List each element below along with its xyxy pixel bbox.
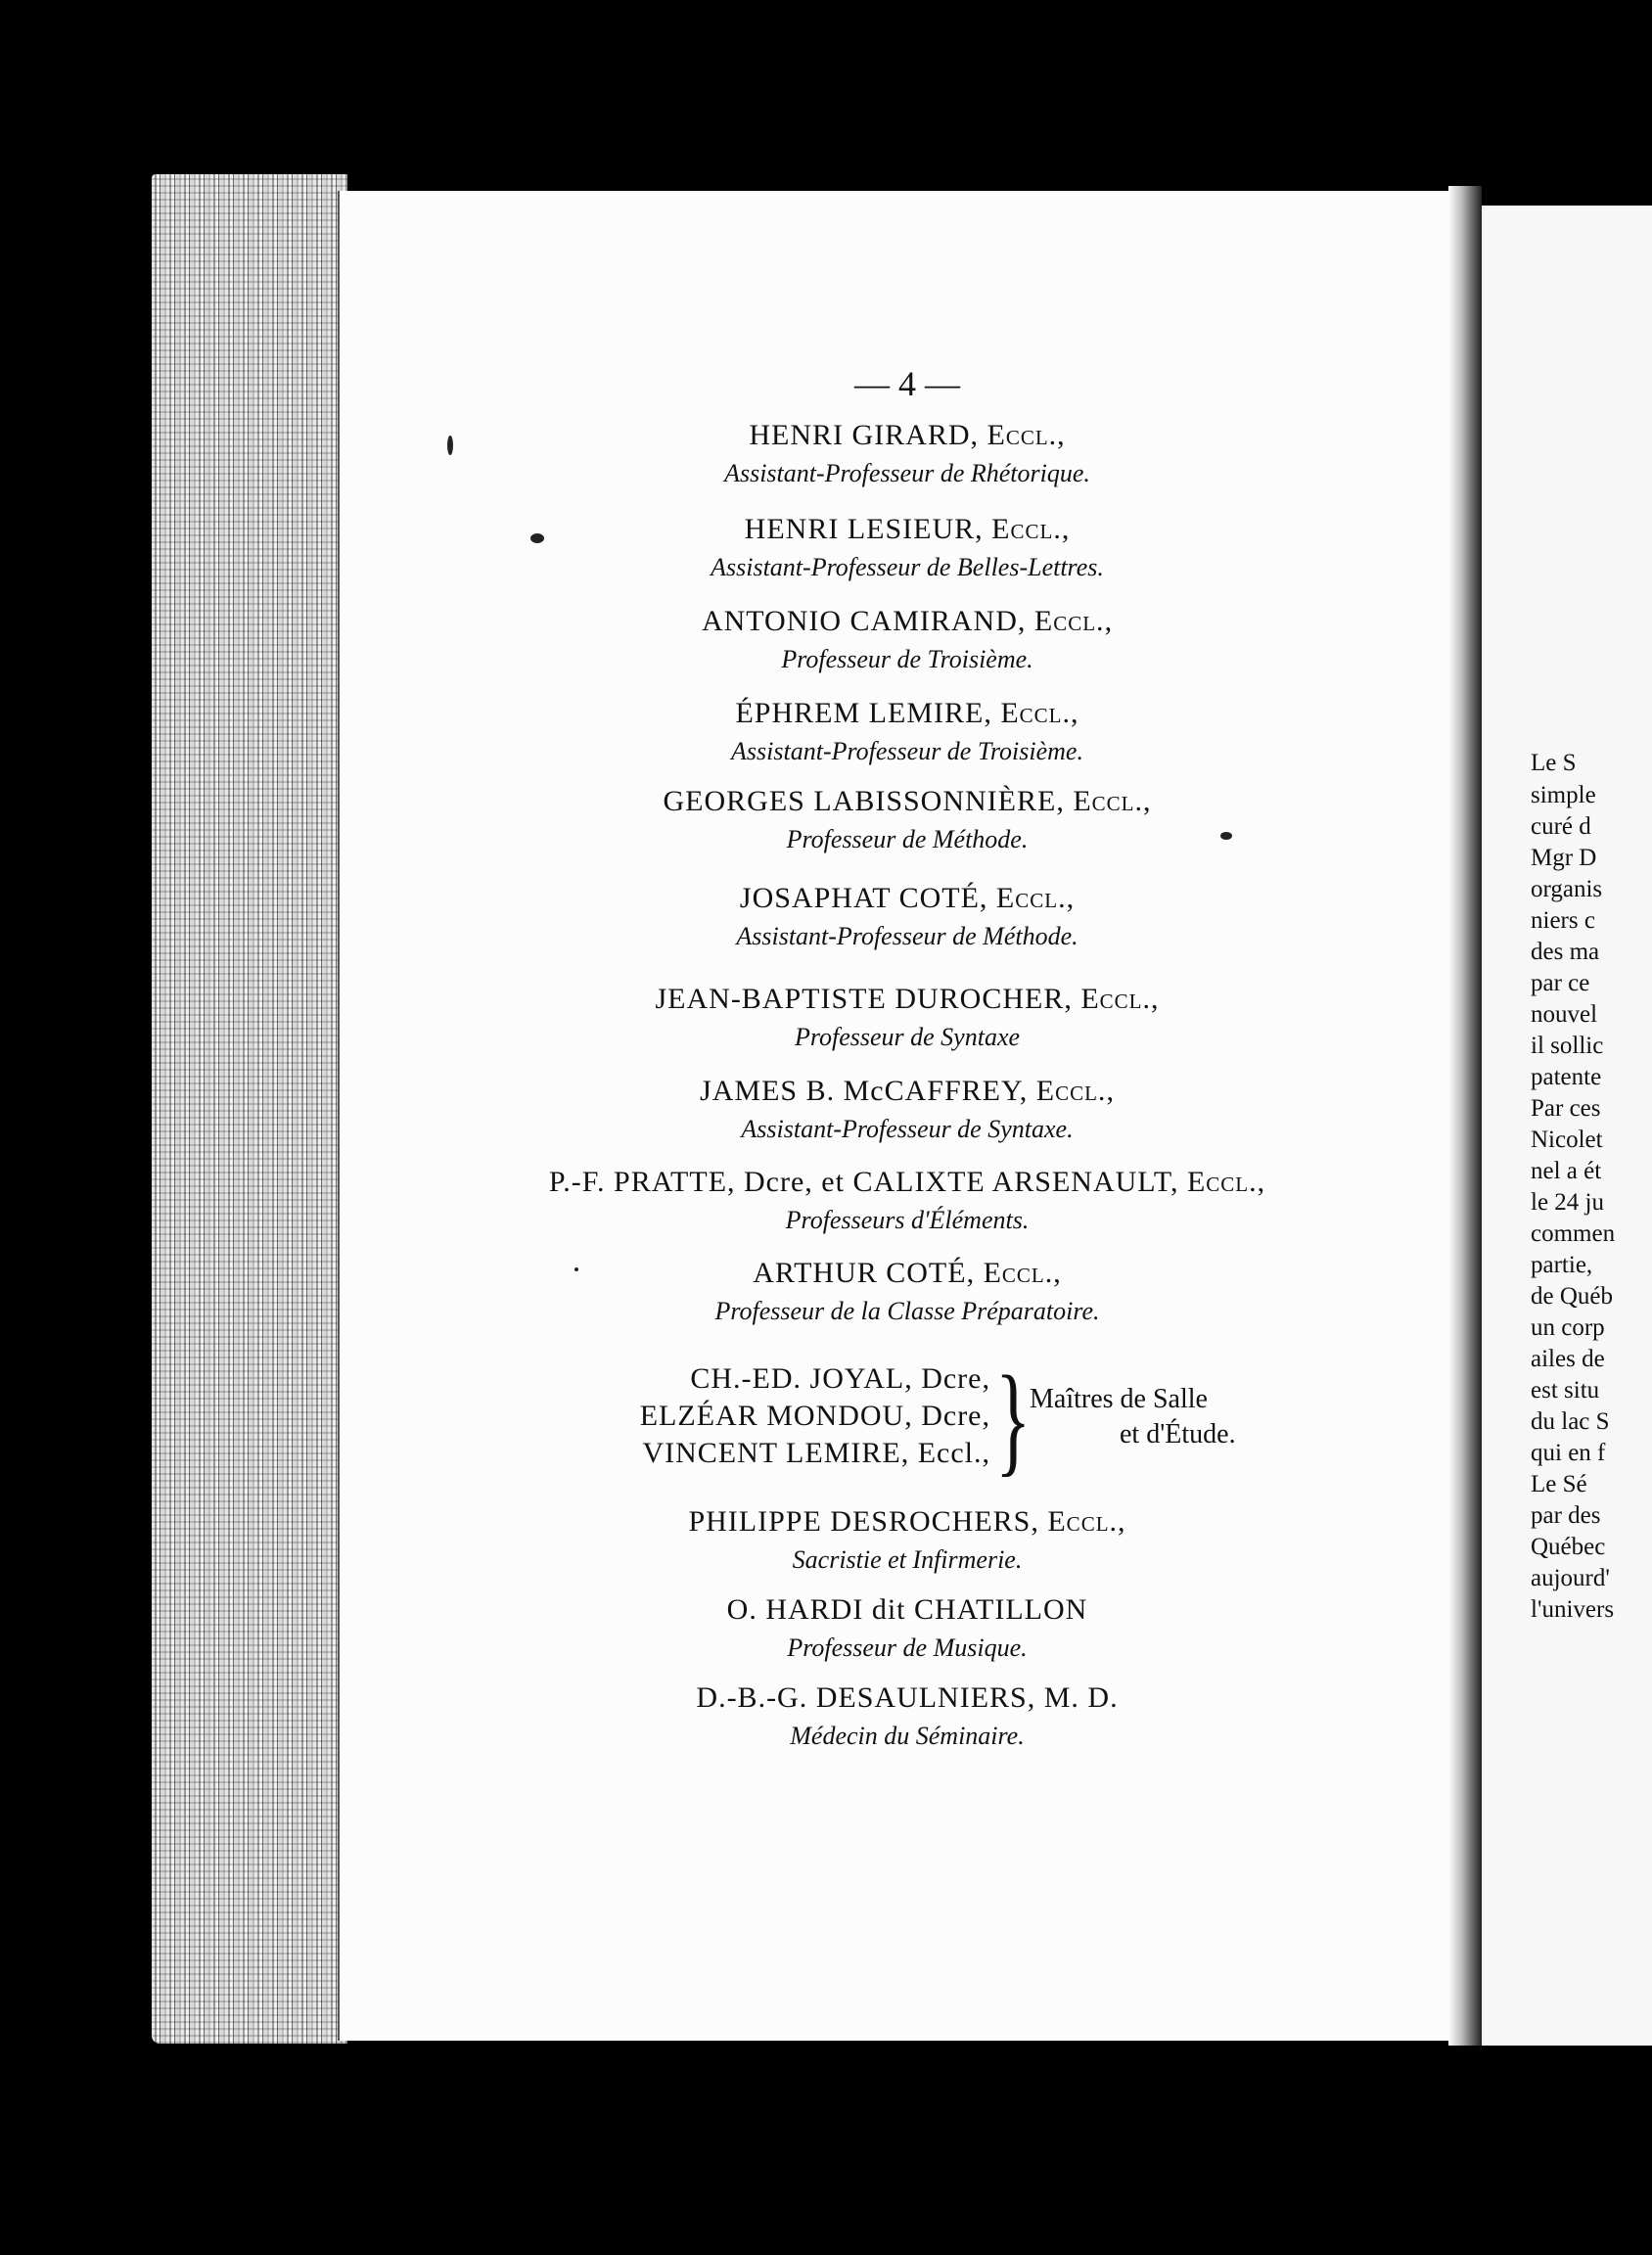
group-entry	[609, 1352, 1294, 1488]
staff-role: Professeurs d'Éléments.	[785, 1206, 1030, 1234]
page-number: — 4 —	[854, 364, 960, 403]
text-line: nel a ét	[1531, 1158, 1602, 1184]
text-line: Le S	[1531, 750, 1577, 776]
text-line: organis	[1531, 876, 1603, 902]
text-line: simple	[1531, 782, 1596, 808]
ink-speck	[447, 436, 453, 455]
staff-name: JAMES B. McCAFFREY, Eccl.,	[700, 1075, 1115, 1107]
staff-role: Professeur de Syntaxe	[794, 1023, 1021, 1051]
staff-name: PHILIPPE DESROCHERS, Eccl.,	[688, 1505, 1126, 1538]
text-line: des ma	[1531, 939, 1600, 965]
staff-name: ANTONIO CAMIRAND, Eccl.,	[701, 605, 1114, 637]
staff-name: JOSAPHAT COTÉ, Eccl.,	[739, 882, 1076, 914]
staff-name: D.-B.-G. DESAULNIERS, M. D.	[696, 1681, 1119, 1714]
staff-name: O. HARDI dit CHATILLON	[726, 1593, 1088, 1626]
text-line: patente	[1531, 1064, 1602, 1090]
staff-role: Professeur de Méthode.	[786, 825, 1029, 853]
staff-entry	[340, 1165, 1475, 1237]
staff-name: JEAN-BAPTISTE DUROCHER, Eccl.,	[655, 983, 1160, 1015]
text-line: niers c	[1531, 907, 1595, 934]
staff-entry	[340, 604, 1475, 676]
staff-entry	[340, 1504, 1475, 1577]
staff-role: Assistant-Professeur de Belles-Lettres.	[711, 553, 1104, 581]
text-line: un corp	[1531, 1314, 1605, 1341]
text-line: le 24 ju	[1531, 1189, 1604, 1216]
staff-entry	[340, 696, 1475, 768]
staff-entry	[340, 418, 1475, 490]
staff-name: ARTHUR COTÉ, Eccl.,	[753, 1257, 1062, 1289]
staff-entry	[340, 1256, 1475, 1328]
staff-role: Assistant-Professeur de Méthode.	[736, 922, 1078, 950]
staff-entry	[340, 512, 1475, 584]
right-page	[1482, 206, 1652, 2046]
staff-entry	[340, 881, 1475, 953]
group-role: Maîtres de Salle et d'Étude.	[1030, 1384, 1236, 1450]
staff-entry	[340, 982, 1475, 1054]
group-name: VINCENT LEMIRE, Eccl.,	[642, 1437, 990, 1469]
text-line: nouvel	[1531, 1001, 1598, 1028]
staff-name: HENRI GIRARD, Eccl.,	[749, 419, 1066, 451]
staff-role: Assistant-Professeur de Syntaxe.	[741, 1115, 1074, 1143]
staff-entry	[340, 1680, 1475, 1753]
staff-name: HENRI LESIEUR, Eccl.,	[744, 513, 1071, 545]
staff-name: P.-F. PRATTE, Dcre, et CALIXTE ARSENAULT, Eccl.,	[548, 1166, 1266, 1198]
staff-entry	[340, 1074, 1475, 1146]
staff-name: GEORGES LABISSONNIÈRE, Eccl.,	[663, 785, 1152, 817]
text-line: du lac S	[1531, 1408, 1610, 1435]
staff-role: Professeur de Musique.	[787, 1634, 1028, 1662]
group-names	[609, 1360, 990, 1472]
staff-role: Assistant-Professeur de Troisième.	[731, 737, 1083, 765]
text-line: Mgr D	[1531, 845, 1597, 871]
staff-name: ÉPHREM LEMIRE, Eccl.,	[735, 697, 1079, 729]
staff-role: Professeur de la Classe Préparatoire.	[714, 1297, 1100, 1325]
text-line: qui en f	[1531, 1440, 1606, 1466]
ink-speck	[574, 1267, 578, 1271]
text-line: ailes de	[1531, 1346, 1605, 1372]
text-line: commen	[1531, 1220, 1616, 1247]
text-line: de Québ	[1531, 1283, 1613, 1310]
text-line: Le Sé	[1531, 1471, 1587, 1497]
text-line: partie,	[1531, 1252, 1593, 1278]
staff-role: Assistant-Professeur de Rhétorique.	[724, 459, 1090, 487]
group-name: ELZÉAR MONDOU, Dcre,	[639, 1400, 990, 1432]
ink-speck	[1220, 832, 1232, 840]
text-line: Nicolet	[1531, 1127, 1603, 1153]
staff-entry	[340, 1592, 1475, 1665]
text-line: Par ces	[1531, 1095, 1601, 1122]
left-page	[338, 191, 1475, 2041]
text-line: aujourd'	[1531, 1565, 1610, 1591]
staff-role: Professeur de Troisième.	[781, 645, 1033, 673]
ink-speck	[530, 533, 544, 543]
book-gutter	[1448, 186, 1482, 2046]
brace-mark: }	[995, 1352, 1032, 1488]
text-line: Québec	[1531, 1534, 1606, 1560]
text-line: par des	[1531, 1502, 1601, 1529]
text-line: curé d	[1531, 813, 1591, 840]
text-line: est situ	[1531, 1377, 1600, 1404]
text-line: par ce	[1531, 970, 1590, 996]
group-name: CH.-ED. JOYAL, Dcre,	[690, 1362, 990, 1395]
text-line: il sollic	[1531, 1033, 1604, 1059]
staff-entry	[340, 784, 1475, 856]
book-page-edges	[152, 174, 347, 2044]
text-line: l'univers	[1531, 1596, 1615, 1623]
staff-role: Sacristie et Infirmerie.	[792, 1545, 1023, 1574]
staff-role: Médecin du Séminaire.	[790, 1722, 1025, 1750]
